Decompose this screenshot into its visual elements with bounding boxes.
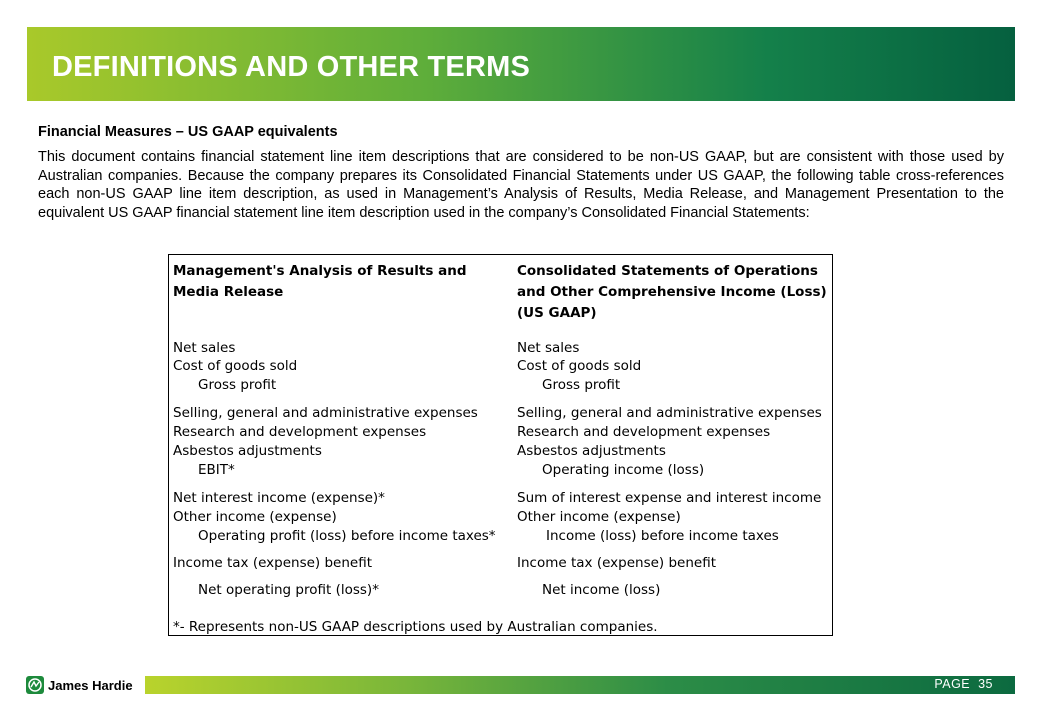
- left-header-line: Management's Analysis of Results and: [173, 263, 467, 279]
- table-row: Selling, general and administrative expenses: [517, 405, 822, 421]
- page-indicator: [934, 677, 993, 691]
- table-row: Income tax (expense) benefit: [173, 555, 372, 571]
- company-logo: [26, 674, 133, 696]
- table-row: Asbestos adjustments: [517, 443, 666, 459]
- table-row: Net sales: [517, 340, 580, 356]
- table-row: Asbestos adjustments: [173, 443, 322, 459]
- right-column-header: [517, 261, 827, 324]
- table-row: Sum of interest expense and interest income: [517, 490, 822, 506]
- table-footnote: *- Represents non-US GAAP descriptions used by Australian companies.: [173, 619, 658, 635]
- right-header-line: (US GAAP): [517, 305, 597, 321]
- table-row: Net sales: [173, 340, 236, 356]
- table-row: Net operating profit (loss)*: [198, 582, 379, 598]
- right-header-line: Consolidated Statements of Operations: [517, 263, 818, 279]
- logo-text: James Hardie: [48, 677, 133, 693]
- table-row: Selling, general and administrative expenses: [173, 405, 478, 421]
- table-row: Other income (expense): [173, 509, 337, 525]
- table-row: Net interest income (expense)*: [173, 490, 385, 506]
- left-header-line: Media Release: [173, 284, 284, 300]
- table-row: Gross profit: [198, 377, 277, 393]
- table-row: Other income (expense): [517, 509, 681, 525]
- right-header-line: and Other Comprehensive Income (Loss): [517, 284, 827, 300]
- title-banner: [27, 27, 1015, 101]
- table-row: Operating income (loss): [542, 462, 705, 478]
- table-row: EBIT*: [198, 462, 235, 478]
- table-row: Cost of goods sold: [517, 358, 642, 374]
- intro-paragraph: This document contains financial statement line item descriptions that are considered to be non-US GAAP, but are consistent with those used by Australian companies. Because the company prepares its Consolidated Financial Statements under US GAAP, the following table cross-references each non-US GAAP line item description, as used in Management’s Analysis of Results, Media Release, and Management Presentation to the equivalent US GAAP financial statement line item description used in the company’s Consolidated Financial Statements:: [38, 149, 1004, 221]
- table-row: Income tax (expense) benefit: [517, 555, 716, 571]
- table-row: Net income (loss): [542, 582, 661, 598]
- section-subtitle: Financial Measures – US GAAP equivalents: [38, 124, 338, 140]
- footer-bar: [145, 676, 1015, 694]
- page-number: 35: [978, 677, 993, 691]
- table-row: Gross profit: [542, 377, 621, 393]
- table-row: Cost of goods sold: [173, 358, 298, 374]
- left-column-header: [173, 261, 466, 303]
- page-title: DEFINITIONS AND OTHER TERMS: [52, 51, 530, 83]
- table-row: Income (loss) before income taxes: [546, 528, 779, 544]
- table-row: Research and development expenses: [517, 424, 771, 440]
- table-row: Research and development expenses: [173, 424, 427, 440]
- cross-reference-table: [168, 254, 833, 636]
- table-row: Operating profit (loss) before income taxes*: [198, 528, 496, 544]
- page-label: PAGE: [934, 677, 971, 691]
- james-hardie-logo-icon: [26, 676, 44, 694]
